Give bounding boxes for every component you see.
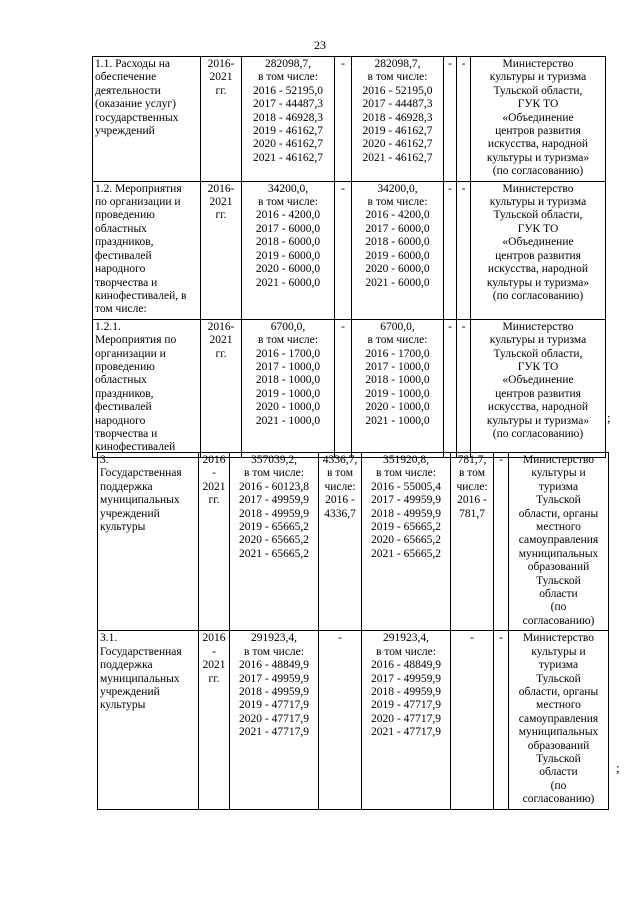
total-amount-line: 2019 - 1000,0 [255, 387, 321, 400]
responsible-line: культуры и туризма» [486, 276, 590, 289]
total-amount-line: в том числе: [258, 334, 318, 347]
responsible-line: образований [527, 739, 590, 752]
total-amount-line: 2019 - 65665,2 [239, 521, 309, 534]
local-budget-line: 781,7 [459, 507, 485, 520]
responsible-line: области [539, 588, 578, 601]
federal-budget: - [335, 319, 352, 457]
regional-budget-line: 34200,0, [377, 182, 418, 195]
federal-budget: - [335, 181, 352, 319]
responsible-line: согласованию) [522, 614, 595, 627]
total-amount-line: 34200,0, [267, 182, 309, 195]
total-amount-line: 2018 - 49959,9 [239, 507, 309, 520]
table-row [98, 631, 609, 809]
total-amount-line: 2018 - 1000,0 [255, 374, 321, 387]
measure-name-line: творчества и [95, 427, 158, 440]
responsible-line: культуры и туризма [489, 196, 587, 209]
measure-name-line: народного [95, 263, 146, 276]
total-amount-line: в том числе: [258, 71, 318, 84]
measure-name-line: поддержка [100, 659, 153, 672]
regional-budget-line: 2018 - 6000,0 [365, 236, 430, 249]
local-budget-line: в том [459, 467, 485, 480]
total-amount [230, 631, 319, 809]
responsible-line: самоуправления [518, 712, 599, 725]
regional-budget [362, 453, 451, 631]
total-amount-line: 2021 - 47717,9 [239, 726, 309, 739]
regional-budget-line: 2017 - 6000,0 [365, 222, 430, 235]
measure-name-line: по организации и [95, 196, 181, 209]
total-amount-line: 2017 - 6000,0 [255, 222, 321, 235]
regional-budget-line: 2021 - 47717,9 [371, 726, 441, 739]
total-amount-line: 2019 - 46162,7 [253, 125, 323, 138]
responsible-line: туризма [538, 659, 579, 672]
responsible-line: Тульской [536, 672, 581, 685]
federal-budget-line: 4336,7, [322, 454, 358, 466]
responsible-line: Тульской [536, 752, 581, 765]
regional-budget-line: 351920,8, [383, 454, 429, 466]
measure-name-line: кинофестивалей [95, 441, 176, 454]
federal-budget-line: 4336,7 [324, 507, 356, 520]
program-table-part-1 [92, 56, 606, 458]
federal-budget [319, 631, 362, 809]
total-amount [230, 453, 319, 631]
responsible-line: Тульской [536, 574, 581, 587]
period [199, 631, 230, 809]
period-line: гг. [208, 672, 220, 685]
regional-budget-line: 2018 - 1000,0 [365, 374, 430, 387]
regional-budget-line: в том числе: [367, 196, 428, 209]
page-number: 23 [314, 38, 326, 52]
responsible [509, 631, 609, 809]
responsible-line: культуры и туризма [489, 334, 587, 347]
local-budget [451, 631, 494, 809]
responsible-line: (по согласованию) [492, 165, 584, 178]
measure-name-line: культуры [100, 521, 146, 534]
period-line: гг. [208, 494, 220, 507]
local-budget: - [444, 181, 457, 319]
other-sources: - [457, 57, 471, 182]
federal-budget-line: 2016 - [325, 494, 355, 507]
responsible-line: области [539, 766, 578, 779]
measure-name-line: 1.2.1. [95, 320, 121, 333]
regional-budget-line: 282098,7, [374, 58, 421, 70]
total-amount-line: 2021 - 6000,0 [255, 276, 321, 289]
responsible-line: центров развития [495, 125, 581, 138]
responsible-line: Министерство [502, 320, 574, 333]
total-amount-line: 2016 - 52195,0 [253, 84, 323, 97]
regional-budget-line: 2020 - 47717,9 [371, 712, 441, 725]
period-line: 2016- [207, 182, 235, 195]
measure-name-line: Государственная [100, 645, 182, 658]
regional-budget-line: 2018 - 46928,3 [362, 111, 433, 124]
table-row [98, 453, 609, 631]
period-line: 2021 [209, 334, 233, 347]
responsible [471, 57, 606, 182]
period-line: 2021 [202, 659, 226, 672]
total-amount-line: 2016 - 48849,9 [239, 659, 309, 672]
period-line: 2021 [209, 196, 233, 209]
total-amount-line: 2020 - 6000,0 [255, 263, 321, 276]
responsible-line: Тульской [536, 494, 581, 507]
responsible [471, 181, 606, 319]
regional-budget-line: 2021 - 6000,0 [365, 276, 430, 289]
regional-budget-line: в том числе: [376, 467, 436, 480]
federal-budget-line: - [338, 632, 342, 645]
measure-name-line: муниципальных [100, 672, 180, 685]
measure-name-line: государственных [95, 111, 179, 124]
responsible-line: (по [550, 779, 567, 792]
regional-budget [352, 181, 444, 319]
responsible-line: ГУК ТО [517, 98, 559, 111]
other-sources: - [494, 453, 509, 631]
period-line: 2016- [207, 320, 235, 333]
federal-budget-line: числе: [324, 480, 356, 493]
responsible-line: местного [536, 699, 581, 712]
responsible-line: центров развития [495, 387, 581, 400]
responsible-line: культуры и [531, 467, 586, 480]
responsible-line: «Объединение [502, 111, 574, 124]
measure-name [93, 181, 201, 319]
measure-name-line: областных [95, 374, 147, 387]
other-sources: - [457, 319, 471, 457]
measure-name-line: организации и [95, 347, 166, 360]
period [201, 57, 242, 182]
regional-budget-line: 2016 - 55005,4 [371, 480, 441, 493]
responsible-line: культуры и туризма» [486, 151, 590, 164]
responsible-line: Министерство [502, 58, 574, 70]
regional-budget-line: 2019 - 1000,0 [365, 387, 430, 400]
measure-name-line: муниципальных [100, 494, 180, 507]
measure-name [98, 453, 199, 631]
measure-name-line: учреждений [100, 685, 160, 698]
regional-budget-line: 2020 - 1000,0 [365, 401, 430, 414]
measure-name-line: 3.1. [100, 632, 118, 645]
measure-name-line: 1.1. Расходы на [95, 58, 171, 70]
period-line: гг. [215, 84, 227, 97]
end-semicolon: ; [607, 410, 611, 425]
total-amount-line: 2018 - 6000,0 [255, 236, 321, 249]
regional-budget-line: 2019 - 46162,7 [362, 125, 433, 138]
responsible [471, 319, 606, 457]
total-amount-line: 2017 - 44487,3 [253, 98, 323, 111]
responsible-line: «Объединение [502, 374, 574, 387]
regional-budget-line: 2020 - 65665,2 [371, 534, 441, 547]
total-amount-line: 2018 - 46928,3 [253, 111, 323, 124]
measure-name-line: учреждений [100, 507, 160, 520]
regional-budget-line: 2020 - 6000,0 [365, 263, 430, 276]
local-budget: - [444, 57, 457, 182]
period [199, 453, 230, 631]
responsible-line: Тульской области, [493, 84, 583, 97]
period-line: гг. [215, 209, 227, 222]
period-line: 2016 [202, 454, 226, 466]
total-amount-line: в том числе: [244, 467, 304, 480]
total-amount-line: в том числе: [244, 645, 304, 658]
responsible-line: «Объединение [502, 236, 574, 249]
period [201, 181, 242, 319]
responsible-line: области, органы [518, 507, 599, 520]
measure-name-line: кинофестивалей, в [95, 289, 187, 302]
measure-name-line: учреждений [95, 125, 155, 138]
total-amount-line: 2021 - 1000,0 [255, 414, 321, 427]
responsible-line: Министерство [502, 182, 574, 195]
local-budget-line: - [470, 632, 474, 645]
responsible [509, 453, 609, 631]
regional-budget-line: 2018 - 49959,9 [371, 507, 441, 520]
regional-budget [362, 631, 451, 809]
local-budget [451, 453, 494, 631]
total-amount-line: 2020 - 46162,7 [253, 138, 323, 151]
responsible-line: области, органы [518, 685, 599, 698]
responsible-line: Тульской области, [493, 347, 583, 360]
regional-budget-line: 2016 - 4200,0 [365, 209, 430, 222]
measure-name-line: том числе: [95, 303, 147, 316]
total-amount [242, 57, 335, 182]
responsible-line: туризма [538, 480, 579, 493]
total-amount-line: 2020 - 47717,9 [239, 712, 309, 725]
measure-name-line: (оказание услуг) [95, 98, 176, 111]
responsible-line: Министерство [523, 632, 594, 645]
table-row [93, 181, 606, 319]
measure-name-line: праздников, [95, 387, 154, 400]
responsible-line: Тульской области, [493, 209, 583, 222]
measure-name-line: культуры [100, 699, 146, 712]
total-amount [242, 319, 335, 457]
total-amount-line: 2017 - 49959,9 [239, 494, 309, 507]
federal-budget: - [335, 57, 352, 182]
responsible-line: (по согласованию) [492, 289, 584, 302]
local-budget: - [444, 319, 457, 457]
total-amount-line: 2017 - 1000,0 [255, 360, 321, 373]
regional-budget-line: 2021 - 65665,2 [371, 547, 441, 560]
regional-budget-line: 2017 - 49959,9 [371, 672, 441, 685]
responsible-line: культуры и туризма [489, 71, 587, 84]
regional-budget-line: в том числе: [376, 645, 436, 658]
regional-budget-line: 2017 - 1000,0 [365, 360, 430, 373]
other-sources: - [494, 631, 509, 809]
measure-name [93, 319, 201, 457]
responsible-line: ГУК ТО [517, 360, 559, 373]
table-row [93, 57, 606, 182]
regional-budget-line: 2021 - 1000,0 [365, 414, 430, 427]
responsible-line: искусства, народной [487, 138, 589, 151]
responsible-line: культуры и [531, 645, 586, 658]
measure-name-line: обеспечение [95, 71, 157, 84]
total-amount-line: 2019 - 47717,9 [239, 699, 309, 712]
regional-budget-line: 2019 - 6000,0 [365, 249, 430, 262]
measure-name-line: творчества и [95, 276, 158, 289]
total-amount [242, 181, 335, 319]
total-amount-line: 2021 - 46162,7 [253, 151, 323, 164]
regional-budget [352, 57, 444, 182]
regional-budget-line: 2021 - 46162,7 [362, 151, 433, 164]
local-budget-line: числе: [456, 480, 488, 493]
total-amount-line: 2018 - 49959,9 [239, 685, 309, 698]
regional-budget-line: 2019 - 47717,9 [371, 699, 441, 712]
regional-budget-line: в том числе: [367, 71, 428, 84]
measure-name-line: поддержка [100, 480, 153, 493]
total-amount-line: 282098,7, [265, 58, 311, 70]
period-line: - [212, 645, 216, 658]
total-amount-line: 2020 - 1000,0 [255, 401, 321, 414]
other-sources: - [457, 181, 471, 319]
program-table-part-2 [97, 452, 609, 810]
total-amount-line: 357039,2, [251, 454, 297, 466]
regional-budget-line: 2019 - 65665,2 [371, 521, 441, 534]
measure-name-line: областных [95, 222, 147, 235]
period-line: гг. [215, 347, 227, 360]
total-amount-line: 2019 - 6000,0 [255, 249, 321, 262]
responsible-line: (по [550, 601, 567, 614]
regional-budget-line: 2020 - 46162,7 [362, 138, 433, 151]
total-amount-line: в том числе: [258, 196, 318, 209]
period [201, 319, 242, 457]
measure-name-line: фестивалей [95, 249, 152, 262]
measure-name-line: Мероприятия по [95, 334, 177, 347]
responsible-line: Министерство [523, 454, 594, 466]
regional-budget-line: 2016 - 48849,9 [371, 659, 441, 672]
regional-budget-line: 2018 - 49959,9 [371, 685, 441, 698]
total-amount-line: 2017 - 49959,9 [239, 672, 309, 685]
responsible-line: (по согласованию) [492, 427, 584, 440]
measure-name-line: 1.2. Мероприятия [95, 182, 182, 195]
total-amount-line: 2016 - 4200,0 [255, 209, 321, 222]
responsible-line: ГУК ТО [517, 222, 559, 235]
responsible-line: муниципальных [518, 726, 599, 739]
total-amount-line: 2016 - 60123,8 [239, 480, 309, 493]
total-amount-line: 2020 - 65665,2 [239, 534, 309, 547]
measure-name-line: Государственная [100, 467, 182, 480]
measure-name-line: деятельности [95, 84, 161, 97]
responsible-line: центров развития [495, 249, 581, 262]
table-row [93, 319, 606, 457]
federal-budget [319, 453, 362, 631]
regional-budget-line: 2017 - 44487,3 [362, 98, 433, 111]
measure-name-line: праздников, [95, 236, 154, 249]
local-budget-line: 781,7, [457, 454, 487, 466]
responsible-line: муниципальных [518, 547, 599, 560]
responsible-line: искусства, народной [487, 263, 589, 276]
regional-budget [352, 319, 444, 457]
period-line: 2016- [207, 58, 235, 70]
measure-name-line: народного [95, 414, 146, 427]
measure-name-line: 3. [100, 454, 109, 466]
regional-budget-line: 2016 - 1700,0 [365, 347, 430, 360]
end-semicolon: ; [616, 760, 620, 775]
total-amount-line: 291923,4, [251, 632, 297, 645]
total-amount-line: 2021 - 65665,2 [239, 547, 309, 560]
local-budget-line: 2016 - [457, 494, 487, 507]
regional-budget-line: 2016 - 52195,0 [362, 84, 433, 97]
regional-budget-line: 2017 - 49959,9 [371, 494, 441, 507]
total-amount-line: 6700,0, [270, 320, 306, 333]
period-line: 2016 [202, 632, 226, 645]
responsible-line: согласованию) [522, 793, 595, 806]
measure-name [93, 57, 201, 182]
total-amount-line: 2016 - 1700,0 [255, 347, 321, 360]
period-line: - [212, 467, 216, 480]
responsible-line: самоуправления [518, 534, 599, 547]
measure-name-line: проведению [95, 209, 155, 222]
regional-budget-line: 6700,0, [380, 320, 415, 333]
responsible-line: культуры и туризма» [486, 414, 590, 427]
measure-name [98, 631, 199, 809]
responsible-line: искусства, народной [487, 401, 589, 414]
measure-name-line: проведению [95, 360, 155, 373]
period-line: 2021 [202, 480, 226, 493]
responsible-line: образований [527, 561, 590, 574]
regional-budget-line: в том числе: [367, 334, 428, 347]
federal-budget-line: в том [327, 467, 353, 480]
measure-name-line: фестивалей [95, 401, 152, 414]
responsible-line: местного [536, 521, 581, 534]
period-line: 2021 [209, 71, 233, 84]
regional-budget-line: 291923,4, [383, 632, 429, 645]
